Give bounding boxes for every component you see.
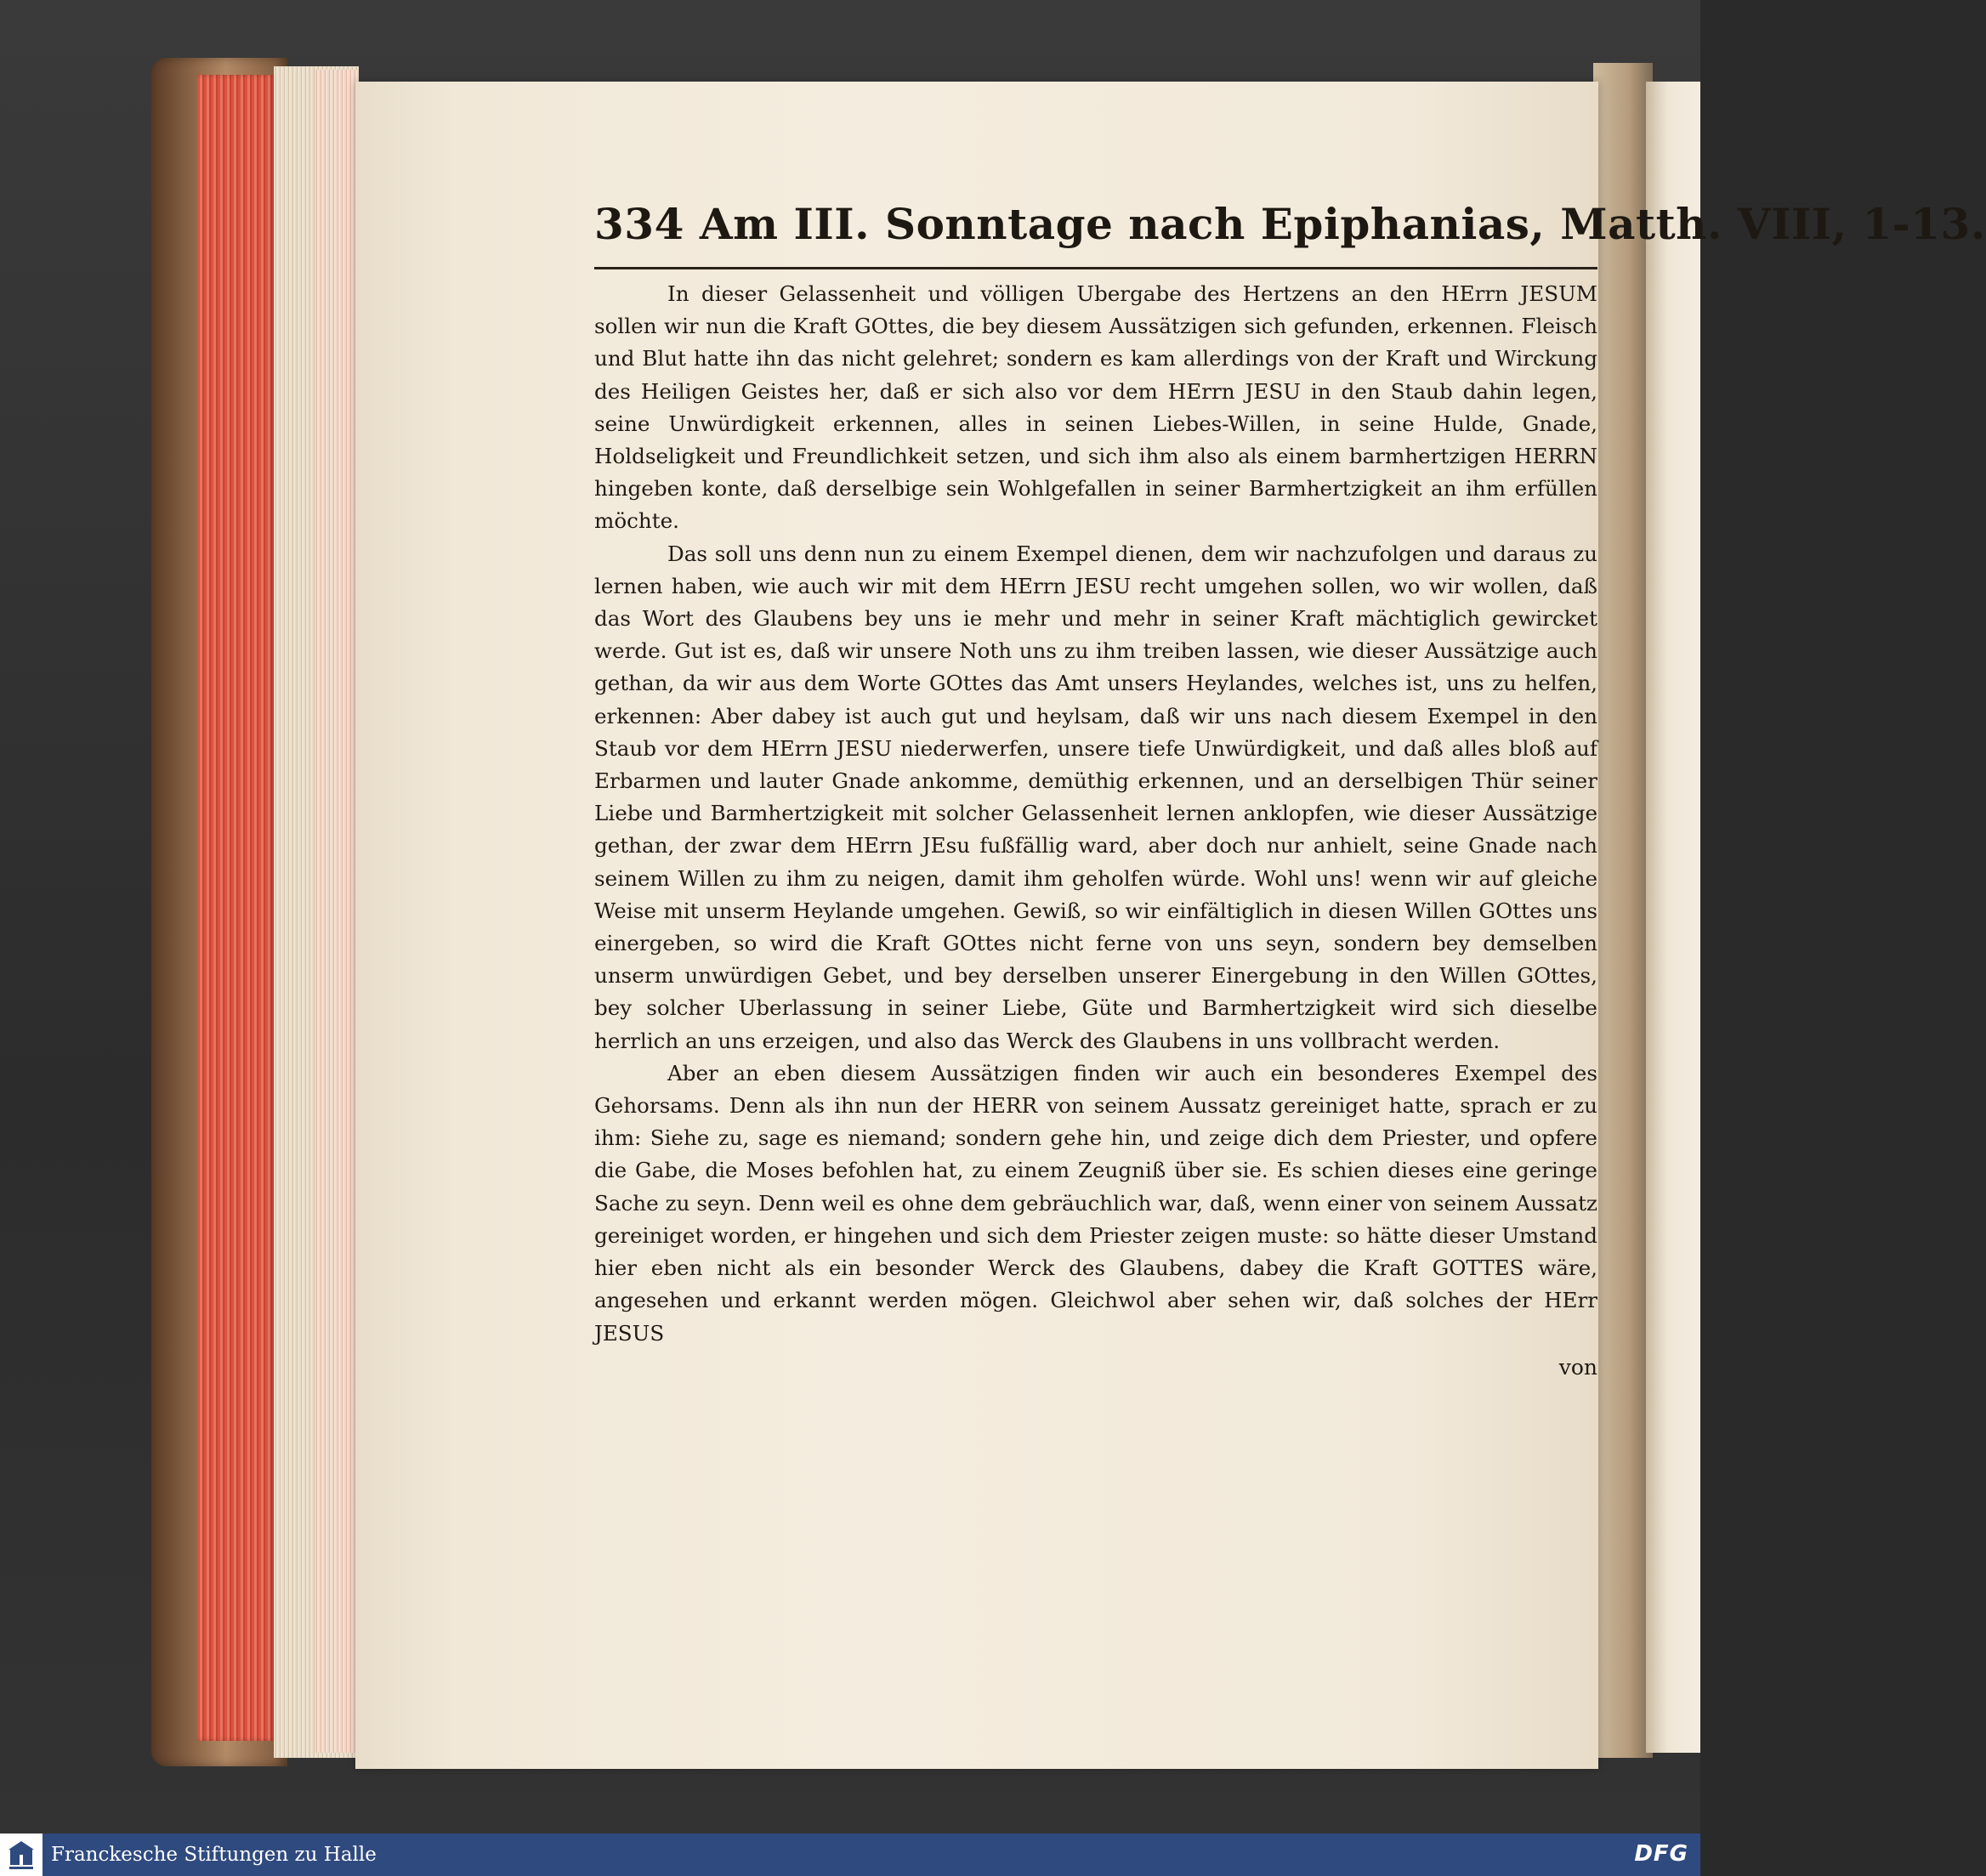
catchword: von — [1558, 1354, 1597, 1380]
paragraph-2: Das soll uns denn nun zu einem Exempel dienen, dem wir nachzufolgen und daraus zu lernen haben, wie auch wir mit dem HErrn JESU recht umgehen sollen, wo wir wollen, daß das Wort des Glaubens bey uns ie mehr und mehr in seiner Kraft mächtiglich gewircket werde. Gut ist es, daß wir unsere Noth uns zu ihm treiben lassen, wie dieser Aussätzige auch gethan, da wir aus dem Worte GOttes das Amt unsers Heylandes, welches ist, uns zu helfen, erkennen: Aber dabey ist auch gut und heylsam, daß wir uns nach diesem Exempel in den Staub vor dem HErrn JESU niederwerfen, unsere tiefe Unwürdigkeit, und daß alles bloß auf Erbarmen und lauter Gnade ankomme, demüthig erkennen, und an derselbigen Thür seiner Liebe und Barmhertzigkeit mit solcher Gelassenheit lernen anklopfen, wie dieser Aussätzige gethan, der zwar dem HErrn JEsu fußfällig ward, aber doch nur anhielt, seine Gnade nach seinem Willen zu ihm zu neigen, damit ihm geholfen würde. Wohl uns! wenn wir auf gleiche Weise mit unserm Heylande umgehen. Gewiß, so wir einfältiglich in diesen Willen GOttes uns einergeben, so wird die Kraft GOttes nicht ferne von uns seyn, sondern bey demselben unserm unwürdigen Gebet, und bey derselben unserer Einergebung in den Willen GOttes, bey solcher Uberlassung in seiner Liebe, Güte und Barmhertzigkeit wird sich dieselbe herrlich an uns erzeigen, und also das Werck des Glaubens in uns vollbracht werden. — [594, 541, 1597, 1053]
paragraph-1: In dieser Gelassenheit und völligen Ubergabe des Hertzens an den HErrn JESUM sollen wir nun die Kraft GOttes, die bey diesem Aussätzigen sich gefunden, erkennen. Fleisch und Blut hatte ihn das nicht gelehret; sondern es kam allerdings von der Kraft und Wirckung des Heiligen Geistes her, daß er sich also vor dem HErrn JESU in den Staub dahin legen, seine Unwürdigkeit erkennen, alles in seinen Liebes-Willen, in seine Hulde, Gnade, Holdseligkeit und Freundlichkeit setzen, und sich ihm also als einem barmhertzigen HERRN hingeben konte, daß derselbige sein Wohlgefallen in seiner Barmhertzigkeit an ihm erfüllen möchte. — [594, 281, 1597, 534]
footer-institution[interactable]: Franckesche Stiftungen zu Halle — [51, 1844, 377, 1866]
running-head-title: Am III. Sonntage nach Epiphanias, Matth. VIII, 1-13. — [699, 199, 1986, 249]
head-rule — [594, 267, 1597, 269]
book-page — [355, 82, 1986, 1769]
running-head — [594, 199, 1986, 264]
dfg-logo[interactable]: DFG — [1634, 1841, 1688, 1867]
paragraph-3: Aber an eben diesem Aussätzigen finden wir auch ein besonderes Exempel des Gehorsams. Denn als ihn nun der HERR von seinem Aussatz gereiniget hatte, sprach er zu ihm: Siehe zu, sage es niemand; sondern gehe hin, und zeige dich dem Priester, und opfere die Gabe, die Moses befohlen hat, zu einem Zeugniß über sie. Es schien dieses eine geringe Sache zu seyn. Denn weil es ohne dem gebräuchlich war, daß, wenn einer von seinem Aussatz gereiniget worden, er hingehen und sich dem Priester zeigen muste: so hätte dieser Umstand hier eben nicht als ein besonder Werck des Glaubens, dabey die Kraft GOTTES wäre, angesehen und erkannt werden mögen. Gleichwol aber sehen wir, daß solches der HErr JESUS — [594, 1060, 1597, 1346]
footer-bar — [0, 1833, 1700, 1876]
body-text — [594, 278, 1597, 1350]
red-page-edges — [197, 75, 275, 1741]
page-number: 334 — [594, 199, 684, 249]
page-stack-inner — [315, 70, 359, 1753]
building-icon — [7, 1838, 36, 1872]
institution-logo-icon[interactable] — [0, 1833, 43, 1876]
next-page-sliver — [1646, 82, 1700, 1753]
page-content — [594, 199, 1986, 1384]
